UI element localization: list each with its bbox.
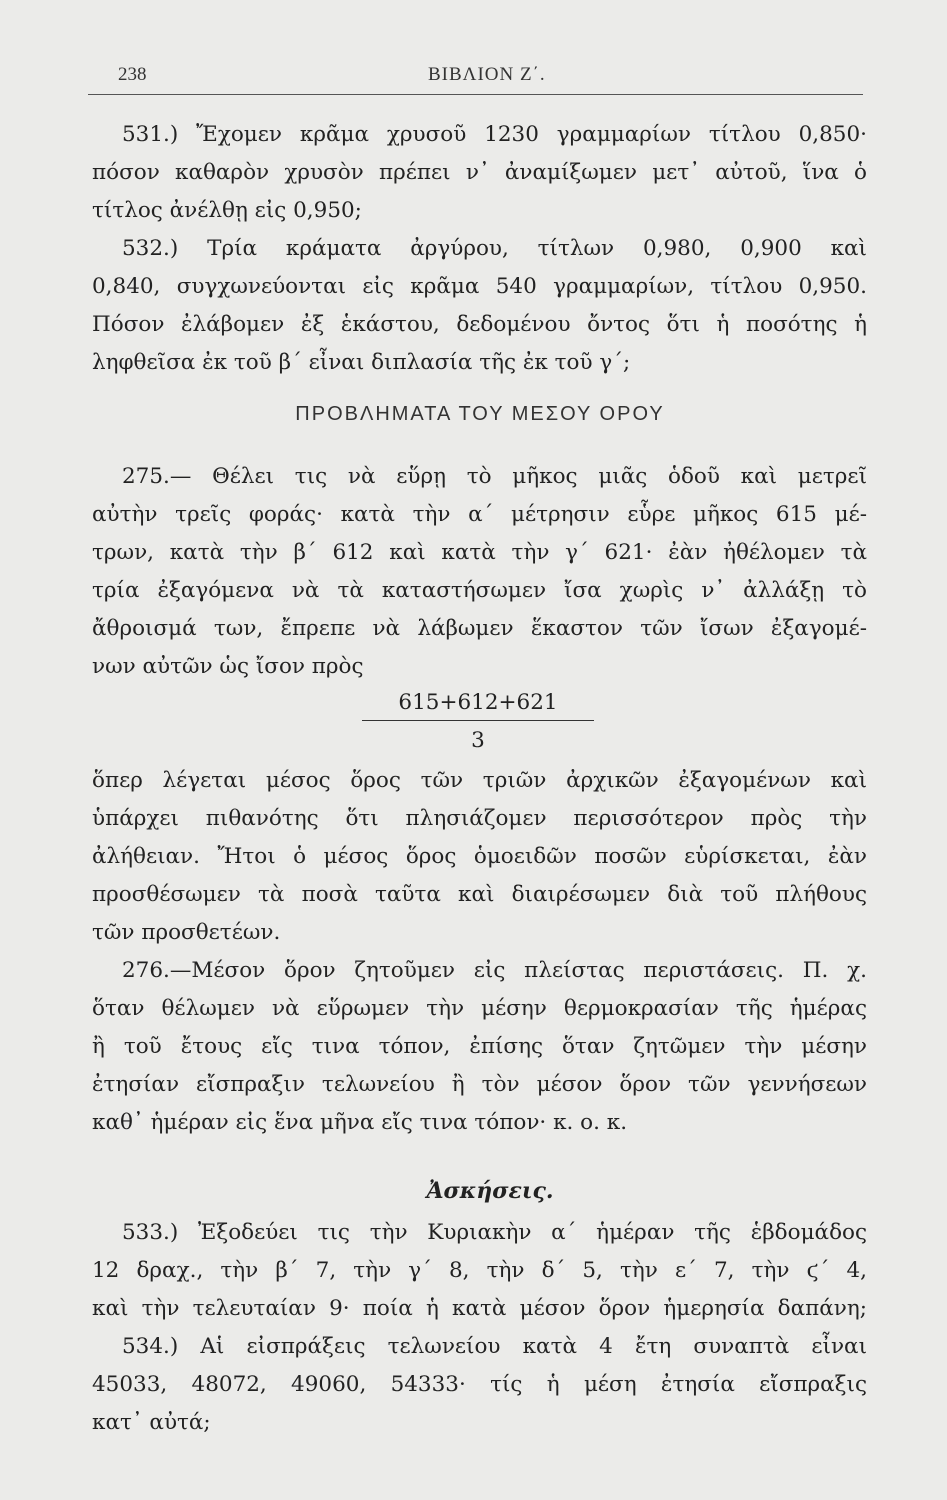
para-275-line-1: 275.— Θέλει τις νὰ εὕρῃ τὸ μῆκος μιᾶς ὁδοῦ καὶ μετρεῖ — [122, 464, 867, 489]
page-number: 238 — [118, 64, 147, 85]
exercise-531-line-1: 531.) Ἔχομεν κρᾶμα χρυσοῦ 1230 γραμμαρίων τίτλου 0,850· — [122, 122, 867, 147]
para-276-line-3: ἢ τοῦ ἔτους εἴς τινα τόπον, ἐπίσης ὅταν ζητῶμεν τὴν μέσην — [92, 1034, 867, 1059]
para-276-line-2: ὅταν θέλωμεν νὰ εὕρωμεν τὴν μέσην θερμοκρασίαν τῆς ἡμέρας — [92, 996, 867, 1021]
para-275-line-9: ἀλήθειαν. Ἤτοι ὁ μέσος ὅρος ὁμοειδῶν ποσῶν εὑρίσκεται, ἐὰν — [92, 844, 867, 869]
exercise-534-line-3: κατ᾽ αὐτά; — [92, 1410, 211, 1435]
para-276-line-4: ἐτησίαν εἴσπραξιν τελωνείου ἢ τὸν μέσον ὅρον τῶν γεννήσεων — [92, 1072, 867, 1097]
exercise-532-line-3: Πόσον ἐλάβομεν ἐξ ἑκάστου, δεδομένου ὄντος ὅτι ἡ ποσότης ἡ — [92, 312, 867, 337]
para-275-line-11: τῶν προσθετέων. — [92, 920, 281, 945]
exercise-531-line-2: πόσον καθαρὸν χρυσὸν πρέπει ν᾽ ἀναμίξωμεν μετ᾽ αὐτοῦ, ἵνα ὁ — [92, 160, 867, 185]
exercises-title: Ἀσκήσεις. — [426, 1178, 554, 1204]
para-275-line-7: ὅπερ λέγεται μέσος ὅρος τῶν τριῶν ἀρχικῶν ἐξαγομένων καὶ — [92, 768, 867, 793]
page-header — [88, 58, 863, 95]
para-275-line-3: τρων, κατὰ τὴν β΄ 612 καὶ κατὰ τὴν γ΄ 621· ἐὰν ἠθέλομεν τὰ — [92, 540, 867, 565]
para-275-line-10: προσθέσωμεν τὰ ποσὰ ταῦτα καὶ διαιρέσωμεν διὰ τοῦ πλήθους — [92, 882, 867, 907]
para-275-line-8: ὑπάρχει πιθανότης ὅτι πλησιάζομεν περισσότερον πρὸς τὴν — [92, 806, 867, 831]
fraction-numerator: 615+612+621 — [362, 688, 594, 721]
section-title: ΠΡΟΒΛΗΜΑΤΑ ΤΟΥ ΜΕΣΟΥ ΟΡΟΥ — [295, 403, 665, 425]
para-276-line-1: 276.—Μέσον ὅρον ζητοῦμεν εἰς πλείστας περιστάσεις. Π. χ. — [122, 958, 867, 983]
fraction-denominator: 3 — [471, 728, 485, 753]
running-head: ΒΙΒΛΙΟΝ Ζ΄. — [428, 64, 546, 85]
exercise-531-line-3: τίτλος ἀνέλθῃ εἰς 0,950; — [92, 198, 362, 223]
exercise-534-line-2: 45033, 48072, 49060, 54333· τίς ἡ μέση ἐτησία εἴσπραξις — [92, 1372, 867, 1397]
para-275-line-6: νων αὐτῶν ὡς ἴσον πρὸς — [92, 654, 364, 679]
exercise-532-line-2: 0,840, συγχωνεύονται εἰς κρᾶμα 540 γραμμαρίων, τίτλου 0,950. — [92, 274, 867, 299]
exercise-533-line-1: 533.) Ἐξοδεύει τις τὴν Κυριακὴν α΄ ἡμέραν τῆς ἑβδομάδος — [122, 1220, 867, 1245]
exercise-533-line-2: 12 δραχ., τὴν β΄ 7, τὴν γ΄ 8, τὴν δ΄ 5, τὴν ε΄ 7, τὴν ϛ΄ 4, — [92, 1258, 867, 1283]
exercise-532-line-1: 532.) Τρία κράματα ἀργύρου, τίτλων 0,980, 0,900 καὶ — [122, 236, 867, 261]
exercise-534-line-1: 534.) Αἱ εἰσπράξεις τελωνείου κατὰ 4 ἔτη συναπτὰ εἶναι — [122, 1334, 867, 1359]
exercise-532-line-4: ληφθεῖσα ἐκ τοῦ β΄ εἶναι διπλασία τῆς ἐκ τοῦ γ΄; — [92, 350, 631, 375]
para-275-line-5: ἄθροισμά των, ἔπρεπε νὰ λάβωμεν ἕκαστον τῶν ἴσων ἐξαγομέ- — [92, 616, 867, 641]
para-275-line-2: αὐτὴν τρεῖς φοράς· κατὰ τὴν α΄ μέτρησιν εὗρε μῆκος 615 μέ- — [92, 502, 867, 527]
exercise-533-line-3: καὶ τὴν τελευταίαν 9· ποία ἡ κατὰ μέσον ὅρον ἡμερησία δαπάνη; — [92, 1296, 867, 1321]
para-276-line-5: καθ᾽ ἡμέραν εἰς ἕνα μῆνα εἴς τινα τόπον· κ. ο. κ. — [92, 1110, 628, 1135]
para-275-line-4: τρία ἐξαγόμενα νὰ τὰ καταστήσωμεν ἴσα χωρὶς ν᾽ ἀλλάξῃ τὸ — [92, 578, 867, 603]
